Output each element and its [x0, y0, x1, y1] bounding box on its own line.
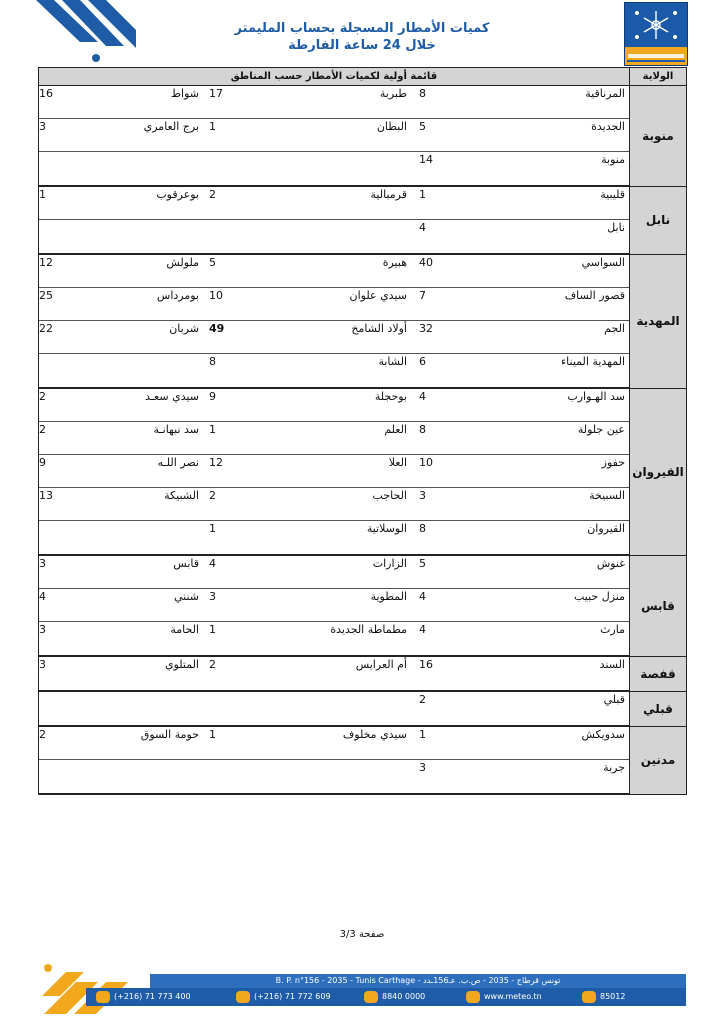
region-list [39, 656, 630, 691]
region-name: نابل [607, 221, 625, 234]
rainfall-value: 10 [419, 456, 433, 469]
region-name: بومرداس [156, 289, 199, 302]
page-number: صفحة 3/3 [339, 929, 385, 940]
governorate-name: قابس [630, 555, 687, 656]
rainfall-value: 14 [419, 153, 433, 166]
region-row [39, 389, 629, 422]
region-row [39, 220, 629, 253]
governorate-group [39, 254, 687, 388]
rainfall-value: 2 [209, 658, 216, 671]
governorate-group [39, 388, 687, 555]
governorate-group [39, 691, 687, 726]
region-name: مارث [600, 623, 625, 636]
region-row [39, 488, 629, 521]
region-name: العلا [388, 456, 407, 469]
region-list [39, 388, 630, 555]
rainfall-value: 1 [39, 188, 46, 201]
region-name: الجم [604, 322, 625, 335]
region-list [39, 726, 630, 794]
region-name: الوسلاتية [366, 522, 407, 535]
header-governorate: الولاية [630, 68, 687, 86]
governorate-name: المهدية [630, 254, 687, 388]
region-name: بوعرقوب [156, 188, 199, 201]
rainfall-value: 2 [39, 728, 46, 741]
rainfall-value [209, 152, 259, 184]
rainfall-value: 10 [209, 289, 223, 302]
region-row [39, 288, 629, 321]
footer-website[interactable]: www.meteo.tn [466, 990, 542, 1004]
region-name: المهدية الميناء [561, 355, 625, 368]
governorate-name: نابل [630, 186, 687, 254]
rainfall-value: 12 [39, 256, 53, 269]
region-name: حومة السوق [140, 728, 199, 741]
rainfall-value: 40 [419, 256, 433, 269]
rainfall-value: 8 [419, 522, 426, 535]
footer-phone-1: (+216) 71 773 400 [96, 990, 191, 1004]
region-name: المرناقية [585, 87, 625, 100]
rainfall-table [38, 67, 687, 795]
region-row [39, 187, 629, 220]
region-list [39, 86, 630, 187]
region-list [39, 691, 630, 726]
region-row [39, 321, 629, 354]
rainfall-value: 1 [209, 522, 216, 535]
region-name: الشبيكة [164, 489, 199, 502]
region-name: القيروان [587, 522, 625, 535]
rainfall-value: 4 [419, 623, 426, 636]
region-name [89, 220, 199, 252]
region-name: سد الهـوارب [567, 390, 625, 403]
rainfall-value: 5 [419, 557, 426, 570]
region-name: حفوز [601, 456, 625, 469]
region-name: برج العامري [143, 120, 199, 133]
rainfall-value: 4 [39, 590, 46, 603]
region-row [39, 255, 629, 288]
region-name: ملولش [166, 256, 199, 269]
region-row [39, 556, 629, 589]
region-row [39, 760, 629, 793]
region-row [39, 455, 629, 488]
region-name: هبيرة [382, 256, 407, 269]
governorate-group [39, 726, 687, 794]
governorate-group [39, 656, 687, 691]
region-name [89, 692, 199, 724]
region-name: منوبة [601, 153, 625, 166]
rainfall-value: 1 [209, 423, 216, 436]
governorate-group [39, 86, 687, 187]
region-name: بوحجلة [374, 390, 407, 403]
governorate-group [39, 555, 687, 656]
region-row [39, 692, 629, 725]
rainfall-value: 3 [419, 489, 426, 502]
rainfall-value: 2 [39, 390, 46, 403]
rainfall-value: 8 [209, 355, 216, 368]
rainfall-value [39, 354, 99, 386]
rainfall-value: 3 [209, 590, 216, 603]
region-row [39, 589, 629, 622]
footer-phone-2: (+216) 71 772 609 [236, 990, 331, 1004]
region-name: السواسي [581, 256, 625, 269]
region-name: شواط [170, 87, 199, 100]
rainfall-value [209, 760, 259, 792]
region-list [39, 555, 630, 656]
rainfall-value [39, 692, 99, 724]
region-name: غنوش [596, 557, 625, 570]
region-name: نصر اللـه [157, 456, 199, 469]
rainfall-value: 8 [419, 87, 426, 100]
governorate-name: القيروان [630, 388, 687, 555]
region-name: المطوية [370, 590, 407, 603]
rainfall-value: 3 [39, 658, 46, 671]
region-name: قصور الساف [564, 289, 625, 302]
rainfall-value [39, 220, 99, 252]
rainfall-value: 2 [209, 188, 216, 201]
footer-fax: 85012 [582, 990, 625, 1004]
region-name: البطان [376, 120, 407, 133]
rainfall-value [209, 692, 259, 724]
region-name: جربة [603, 761, 625, 774]
rainfall-value: 17 [209, 87, 223, 100]
rainfall-value: 7 [419, 289, 426, 302]
region-list [39, 254, 630, 388]
snowflake-icon [625, 3, 687, 47]
region-name: قبلي [603, 693, 625, 706]
region-name: أم العرايس [355, 658, 407, 671]
region-row [39, 152, 629, 185]
region-name: الزارات [372, 557, 407, 570]
region-name [267, 220, 407, 252]
region-list [39, 186, 630, 254]
rainfall-value: 1 [419, 728, 426, 741]
rainfall-value: 5 [209, 256, 216, 269]
region-name [89, 760, 199, 792]
region-name: قابس [173, 557, 199, 570]
phone-icon [364, 991, 378, 1003]
region-name: سيدي سعـد [145, 390, 199, 403]
region-name: المتلوي [164, 658, 199, 671]
governorate-name: قبلي [630, 691, 687, 726]
governorate-name: منوبة [630, 86, 687, 187]
rainfall-value: 4 [209, 557, 216, 570]
region-name [267, 152, 407, 184]
phone-icon [96, 991, 110, 1003]
region-name: طبربة [379, 87, 407, 100]
rainfall-value: 8 [419, 423, 426, 436]
region-name: قليبية [600, 188, 625, 201]
region-name: سد نبهانـة [153, 423, 199, 436]
rainfall-value: 2 [39, 423, 46, 436]
rainfall-value: 22 [39, 322, 53, 335]
governorate-name: مدنين [630, 726, 687, 794]
region-name: السند [599, 658, 625, 671]
region-name: الحاجب [372, 489, 407, 502]
governorate-name: قفصة [630, 656, 687, 691]
region-name: سدويكش [581, 728, 625, 741]
region-row [39, 622, 629, 655]
rainfall-value: 1 [209, 120, 216, 133]
rainfall-value: 3 [39, 120, 46, 133]
region-name: أولاد الشامخ [351, 322, 407, 335]
region-name [89, 521, 199, 553]
globe-icon [466, 991, 480, 1003]
rainfall-value [39, 152, 99, 184]
rainfall-value: 4 [419, 590, 426, 603]
rainfall-value: 12 [209, 456, 223, 469]
rainfall-value: 3 [39, 557, 46, 570]
rainfall-value: 9 [39, 456, 46, 469]
document-title [0, 20, 724, 54]
phone-icon [236, 991, 250, 1003]
rainfall-value: 49 [209, 322, 225, 335]
header-region-list: قائمة أولية لكميات الأمطار حسب المناطق [39, 68, 630, 86]
rainfall-value: 4 [419, 221, 426, 234]
rainfall-value: 9 [209, 390, 216, 403]
title-line-2: خلال 24 ساعة الفارطة [288, 38, 436, 53]
rainfall-value: 2 [419, 693, 426, 706]
region-row [39, 657, 629, 690]
governorate-group [39, 186, 687, 254]
region-row [39, 521, 629, 554]
title-line-1: كميات الأمطار المسجلة بحساب المليمتر [234, 21, 490, 36]
rainfall-value [39, 521, 99, 553]
region-name: عين جلولة [577, 423, 625, 436]
rainfall-value: 3 [39, 623, 46, 636]
footer-phone-3: 8840 0000 [364, 990, 425, 1004]
region-name: منزل حبيب [573, 590, 625, 603]
rainfall-value: 4 [419, 390, 426, 403]
rainfall-value: 13 [39, 489, 53, 502]
region-row [39, 727, 629, 760]
region-row [39, 354, 629, 387]
rainfall-value: 1 [209, 623, 216, 636]
region-row [39, 422, 629, 455]
rainfall-value: 6 [419, 355, 426, 368]
region-name: الجديدة [591, 120, 625, 133]
region-row [39, 119, 629, 152]
region-name: السبيخة [589, 489, 625, 502]
region-name: الشابة [378, 355, 407, 368]
region-name: سيدي علوان [349, 289, 407, 302]
rainfall-value: 32 [419, 322, 433, 335]
region-name: مطماطة الجديدة [330, 623, 407, 636]
rainfall-value: 16 [419, 658, 433, 671]
region-name: قرمبالية [370, 188, 407, 201]
region-name [89, 152, 199, 184]
rainfall-value: 16 [39, 87, 53, 100]
rainfall-value: 3 [419, 761, 426, 774]
rainfall-value: 1 [419, 188, 426, 201]
region-row [39, 86, 629, 119]
rainfall-value: 2 [209, 489, 216, 502]
region-name: شنني [173, 590, 199, 603]
institute-logo [624, 2, 688, 66]
rainfall-value [39, 760, 99, 792]
rainfall-value: 1 [209, 728, 216, 741]
footer-contact-bar [86, 988, 686, 1006]
region-name [267, 692, 407, 724]
region-name: الحامة [170, 623, 199, 636]
region-name [89, 354, 199, 386]
region-name: شربان [169, 322, 199, 335]
footer-address: B. P. n°156 - 2035 - Tunis Carthage - تونس قرطاج - 2035 - ص.ب. عـ156ـدد [150, 974, 686, 988]
rainfall-value: 25 [39, 289, 53, 302]
fax-icon [582, 991, 596, 1003]
region-name: العلم [384, 423, 407, 436]
rainfall-value: 5 [419, 120, 426, 133]
region-name: سيدي مخلوف [342, 728, 407, 741]
region-name [267, 760, 407, 792]
rainfall-value [209, 220, 259, 252]
logo-base [625, 47, 687, 65]
